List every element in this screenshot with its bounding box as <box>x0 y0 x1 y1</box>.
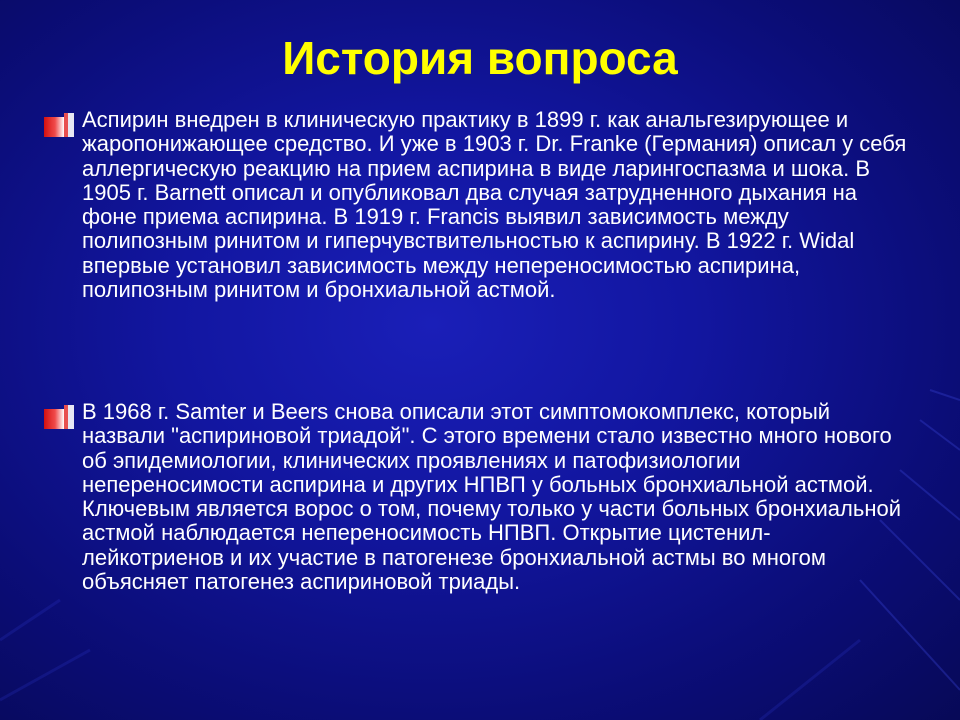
bullet-text: Аспирин внедрен в клиническую практику в 1899 г. как анальгезирующее и жаропонижающее средство. И уже в 1903 г. Dr. Franke (Германия) описал у себя аллергическую реакцию на прием аспирина в виде ларингоспазма и шока. В 1905 г. Barnett описал и опубликовал два случая затрудненного дыхания на фоне приема аспирина. В 1919 г. Francis выявил зависимость между полипозным ринитом и гиперчувствительностью к аспирину. В 1922 г. Widal впервые установил зависимость между непереносимостью аспирина, полипозным ринитом и бронхиальной астмой. <box>82 107 907 303</box>
bullet-item <box>44 108 914 378</box>
bullet-item <box>44 400 914 670</box>
square-bullet-icon <box>44 113 76 139</box>
slide-title: История вопроса <box>282 32 678 84</box>
bullet-text: В 1968 г. Samter и Beers снова описали этот симптомокомплекс, который назвали "аспириновой триадой". С этого времени стало известно много нового об эпидемиологии, клинических проявлениях и патофизиологии непереносимости аспирина и других НПВП у больных бронхиальной астмой. Ключевым является ворос о том, почему только у части больных бронхиальной астмой наблюдается непереносимость НПВП. Открытие цистенил-лейкотриенов и их участие в патогенезе бронхиальной астмы во многом объясняет патогенез аспириновой триады. <box>82 399 902 595</box>
square-bullet-icon <box>44 405 76 431</box>
